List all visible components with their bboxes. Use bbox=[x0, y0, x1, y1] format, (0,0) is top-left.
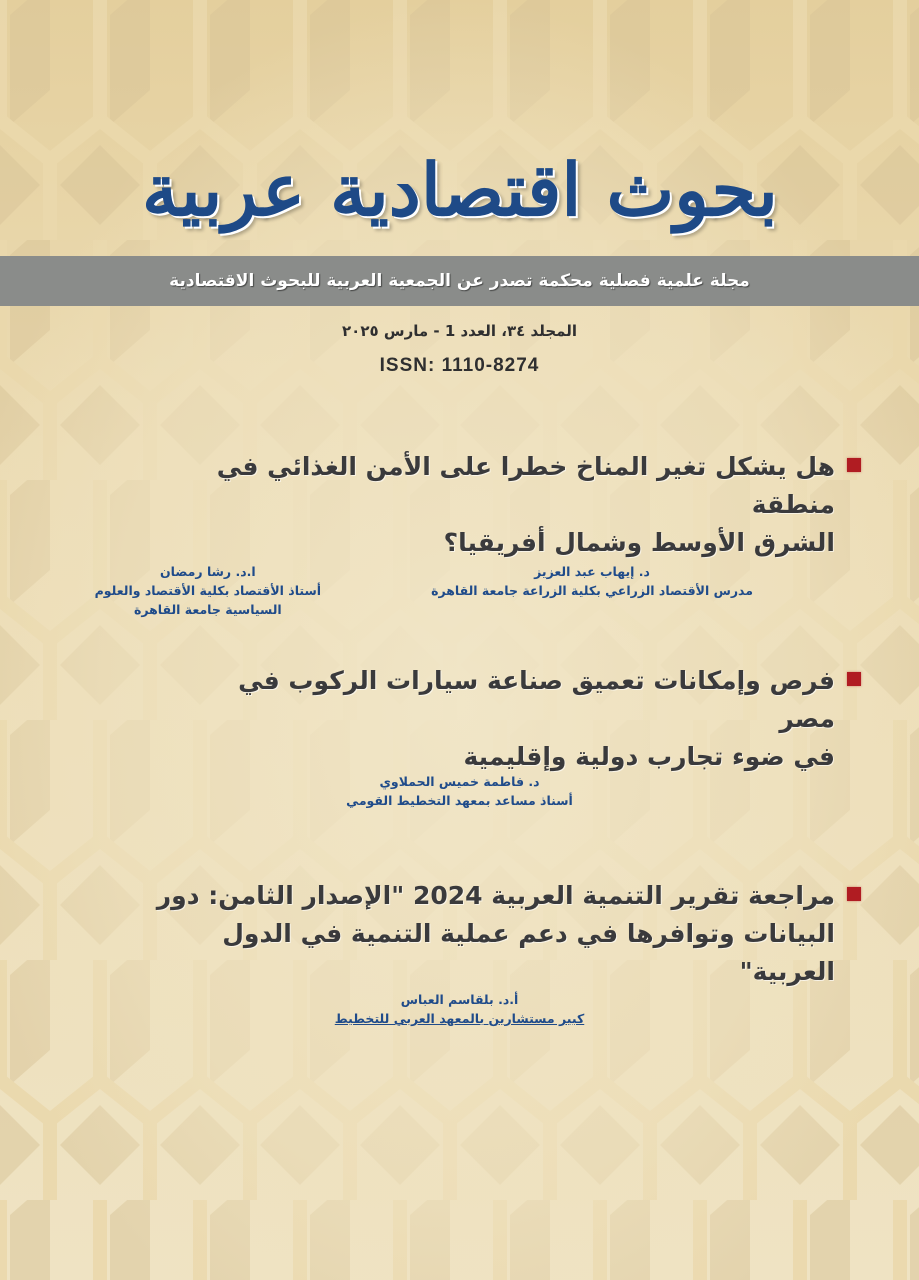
article-2 bbox=[175, 662, 835, 776]
article-3-authors bbox=[0, 990, 919, 1028]
issue-info: المجلد ٣٤، العدد 1 - مارس ٢٠٢٥ bbox=[342, 322, 577, 340]
issn-number: ISSN: 1110-8274 bbox=[379, 355, 540, 376]
article-1-authors bbox=[95, 562, 753, 619]
author-affiliation: كبير مستشارين بالمعهد العربي للتخطيط bbox=[334, 1011, 585, 1026]
title-line: فرص وإمكانات تعميق صناعة سيارات الركوب في مصر bbox=[238, 666, 835, 733]
title-line: هل يشكل تغير المناخ خطرا على الأمن الغذائي في منطقة bbox=[216, 452, 835, 519]
red-square-bullet-icon bbox=[847, 887, 861, 901]
article-1 bbox=[175, 448, 835, 562]
author-name: د. فاطمة خميس الحملاوي bbox=[379, 774, 540, 789]
red-square-bullet-icon bbox=[847, 672, 861, 686]
article-1-title bbox=[175, 448, 835, 562]
author-block bbox=[431, 562, 753, 619]
author-name: د. إيهاب عبد العزيز bbox=[534, 564, 650, 579]
author-affiliation: السياسية جامعة القاهرة bbox=[133, 602, 282, 617]
author-affiliation: أستاذ الأقتصاد بكلية الأقتصاد والعلوم bbox=[94, 583, 322, 598]
author-name: ا.د. رشا رمضان bbox=[159, 564, 256, 579]
article-3 bbox=[145, 877, 835, 991]
author-block bbox=[95, 562, 321, 619]
author-block bbox=[346, 772, 573, 810]
journal-title: بحوث اقتصادية عربية bbox=[142, 147, 778, 232]
title-line: البيانات وتوافرها في دعم عملية التنمية في الدول العربية" bbox=[222, 919, 835, 986]
author-affiliation: مدرس الأقتصاد الزراعي بكلية الزراعة جامعة القاهرة bbox=[431, 583, 753, 598]
author-block bbox=[335, 990, 584, 1028]
author-name: أ.د. بلقاسم العباس bbox=[400, 992, 519, 1007]
red-square-bullet-icon bbox=[847, 458, 861, 472]
subtitle-band bbox=[0, 256, 919, 306]
article-2-authors bbox=[0, 772, 919, 810]
title-line: في ضوء تجارب دولية وإقليمية bbox=[463, 742, 835, 771]
author-affiliation: أسناذ مساعد بمعهد التخطيط القومي bbox=[346, 793, 573, 808]
article-2-title bbox=[175, 662, 835, 776]
journal-subtitle: مجلة علمية فصلية محكمة تصدر عن الجمعية العربية للبحوث الاقتصادية bbox=[169, 271, 750, 291]
title-line: مراجعة تقرير التنمية العربية 2024 "الإصدار الثامن: دور bbox=[156, 881, 835, 910]
title-line: الشرق الأوسط وشمال أفريقيا؟ bbox=[443, 528, 835, 557]
article-3-title bbox=[145, 877, 835, 991]
